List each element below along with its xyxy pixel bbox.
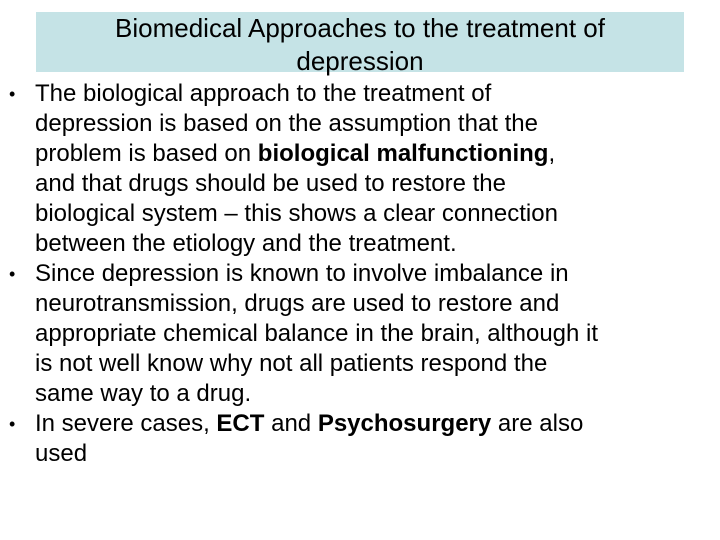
slide-title xyxy=(36,12,684,76)
bullet-text-line: and that drugs should be used to restore the xyxy=(35,170,506,197)
bullet-item xyxy=(0,79,720,259)
bullet-text-line: problem is based on biological malfunctioning, xyxy=(35,140,556,167)
bullet-dot-icon: • xyxy=(9,84,16,104)
bullet-text-line: used xyxy=(35,440,88,467)
bullet-text-line: biological system – this shows a clear connection xyxy=(35,200,558,227)
bullet-text-line: is not well know why not all patients respond the xyxy=(35,350,548,377)
bullet-item xyxy=(0,259,720,409)
bold-term: biological malfunctioning xyxy=(257,140,549,167)
bullet-text-line: depression is based on the assumption that the xyxy=(35,110,538,137)
bullet-item xyxy=(0,409,720,469)
bullet-dot-icon: • xyxy=(9,264,16,284)
bullet-text-line: same way to a drug. xyxy=(35,380,252,407)
bullet-text-line: neurotransmission, drugs are used to restore and xyxy=(35,290,560,317)
bullet-text-line: Since depression is known to involve imbalance in xyxy=(35,260,569,287)
bullet-text-line: In severe cases, ECT and Psychosurgery are also xyxy=(35,410,584,437)
bullet-text-line: The biological approach to the treatment of xyxy=(35,80,492,107)
bullet-list xyxy=(0,79,720,469)
bullet-text-line: appropriate chemical balance in the brain, although it xyxy=(35,320,599,347)
bullet-dot-icon: • xyxy=(9,414,16,434)
bullet-text-line: between the etiology and the treatment. xyxy=(35,230,457,257)
bold-term: ECT xyxy=(216,410,265,437)
bold-term: Psychosurgery xyxy=(317,410,492,437)
title-line-2: depression xyxy=(296,46,424,76)
title-line-1: Biomedical Approaches to the treatment of xyxy=(115,13,605,43)
